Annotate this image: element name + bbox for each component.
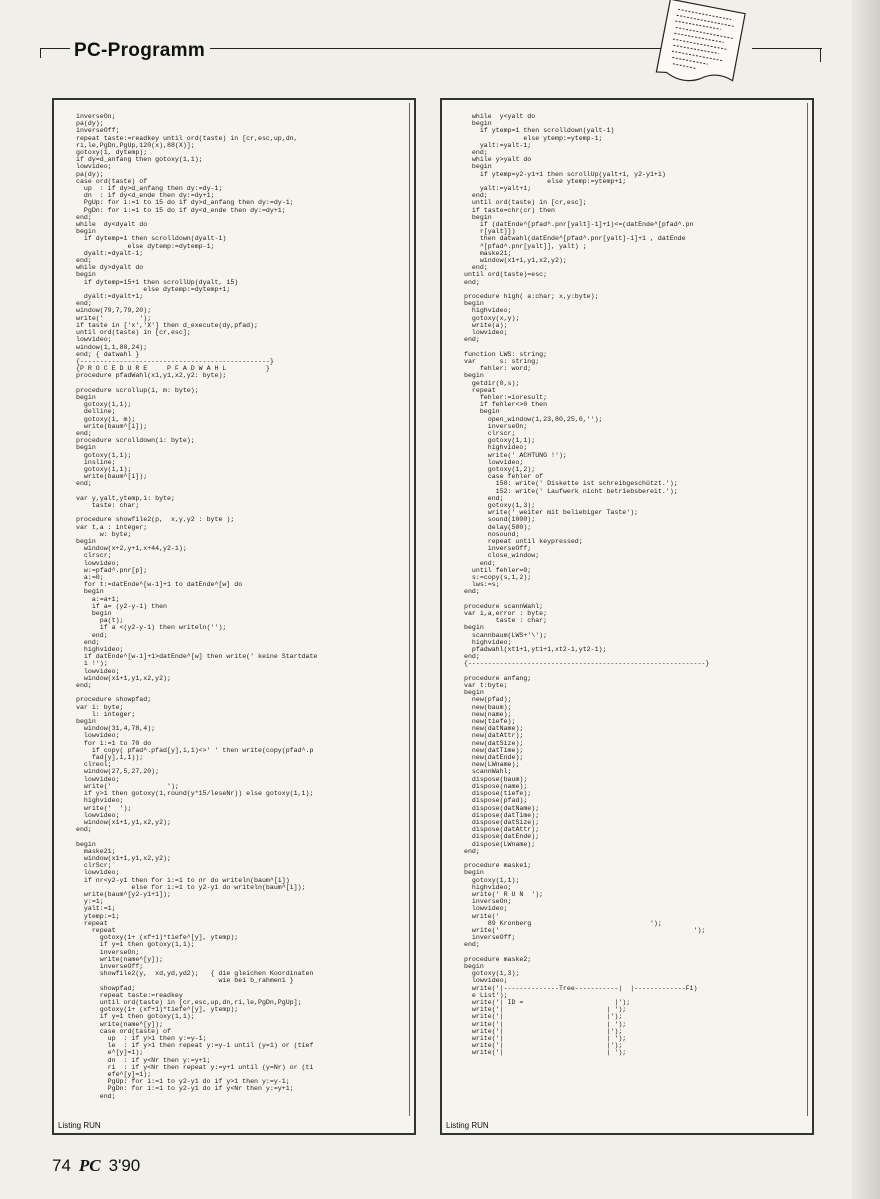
page-title: PC-Programm <box>74 40 206 61</box>
header-rule-left <box>40 48 70 49</box>
listing-column-right <box>440 98 814 1135</box>
listing-caption-left: Listing RUN <box>58 1121 101 1130</box>
header-rule-middle <box>210 48 688 49</box>
header-rule-right <box>752 48 822 49</box>
magazine-logo: PC <box>78 1156 101 1175</box>
paper-scroll-icon <box>643 0 759 101</box>
page-footer <box>52 1156 140 1176</box>
code-block-left: inverseOn; pa(dy); inverseOff; repeat taste:=readkey until ord(taste) in [cr,esc,up,dn, ri,le,PgDn,PgUp,120(x),88(X)]; gotoxy(1, dytemp); if dy=d_anfang then gotoxy(1,1); lowvideo; pa(dy); case ord(taste) of up : if dy>d_anfang then dy:=dy-1; dn : if dy<d_ende then dy:=dy+1; PgUp: for i:=1 to 15 do if dy>d_anfang then dy:=dy-1; PgDn: for i:=1 to 15 do if dy<d_ende then dy:=dy+1; end; while dy<dyalt do begin if dytemp=1 then scrolldown(dyalt-1) else dytemp:=dytemp-1; dyalt:=dyalt-1; end; while dy>dyalt do begin if dytemp=15+1 then scrollUp(dyalt, 15) else dytemp:=dytemp+1; dyalt:=dyalt+1; end; window(79,7,79,20); write(' '); if taste in ['x','X'] then d_execute(dy,pfad); until ord(taste) in [cr,esc]; lowvideo; window(1,1,80,24); end; { datwahl } {------------------------------------------------} {P R O C E D U R E P F A D W A H L } procedure pfadWahl(x1,y1,x2,y2: byte); procedure scrollup(i, m: byte); begin gotoxy(1,1); delline; gotoxy(1, m); write(baum^[i]); end; procedure scrolldown(i: byte); begin gotoxy(1,1); insline; gotoxy(1,1); write(baum^[i]); end; var y,yalt,ytemp,i: byte; taste: char; procedure showfile2(p, x,y,y2 : byte ); var t,a : integer; w: byte; begin window(x+2,y+1,x+44,y2-1); clrscr; lowvideo; w:=pfad^.pnr[p]; a:=0; for t:=datEnde^[w-1]+1 to datEnde^[w] do begin a:=a+1; if a= (y2-y-1) then begin pa(t); if a <(y2-y-1) then writeln(''); end; end; highvideo; if datEnde^[w-1]+1>datEnde^[w] then write(' keine Startdate i !'); lowvideo; window(x1+1,y1,x2,y2); end; procedure showpfad; var i: byte; l: integer; begin window(31,4,78,4); lowvideo; for i:=1 to 70 do if copy( pfad^.pfad[y],i,1)<>' ' then write(copy(pfad^.p fad[y],1,1)); clreol; window(27,5,27,20); lowvideo; write(' '); if y>1 then gotoxy(1,round(y*15/leseNr)) else gotoxy(1,1); highvideo; write(' '); lowvideo; window(x1+1,y1,x2,y2); end; begin maske21; window(x1+1,y1,x2,y2); clrScr; lowvideo; if nr<y2-y1 then for i:=1 to nr do writeln(baum^[i]) else for i:=1 to y2-y1 do writeln(baum^[i]); write(baum^[y2-y1+1]); y:=1; yalt:=1; ytemp:=1; repeat repeat gotoxy(1+ (xf+1)*tiefe^[y], ytemp); if y=1 then gotoxy(1,1); inverseOn; write(name^[y]); inverseOff; showfile2(y, xd,yd,yd2); { die gleichen Koordinaten wie bei b_rahmen1 } showpfad; repeat taste:=readkey until ord(taste) in [cr,esc,up,dn,ri,le,PgDn,PgUp]; gotoxy(1+ (xf+1)*tiefe^[y], ytemp); if y=1 then gotoxy(1,1); write(name^[y]); case ord(taste) of up : if y>1 then y:=y-1; le : if y>1 then repeat y:=y-1 until (y=1) or (tief e^[y]=1); dn : if y<Nr then y:=y+1; ri : if y<Nr then repeat y:=y+1 until (y=Nr) or (ti efe^[y]=1); PgUp: for i:=1 to y2-y1 do if y>1 then y:=y-1; PgDn: for i:=1 to y2-y1 do if y<Nr then y:=y+1; end; <box>76 113 318 1100</box>
page-number: 74 <box>52 1156 71 1175</box>
listing-column-left <box>52 98 416 1135</box>
listing-caption-right: Listing RUN <box>446 1121 489 1130</box>
page-edge-shadow <box>852 0 880 1199</box>
code-block-right: while y<yalt do begin if ytemp=1 then scrolldown(yalt-1) else ytemp:=ytemp-1; yalt:=yalt-1; end; while y>yalt do begin if ytemp=y2-y1+1 then scrollUp(yalt+1, y2-y1+1) else ytemp:=ytemp+1; yalt:=yalt+1; end; until ord(taste) in [cr,esc]; if taste=chr(cr) then begin if (datEnde^[pfad^.pnr[yalt]-1]+1)<=(datEnde^[pfad^.pn r[yalt]]) then datwahl(datEnde^[pfad^.pnr[yalt]-1]+1 , datEnde ^[pfad^.pnr[yalt]], yalt) ; maske21; window(x1+1,y1,x2,y2); end; until ord(taste)=esc; end; procedure high( a:char; x,y:byte); begin highvideo; gotoxy(x,y); write(a); lowvideo; end; function LWS: string; var s: string; fehler: word; begin getdir(0,s); repeat fehler:=ioresult; if fehler<>0 then begin open_window(1,23,80,25,0,''); inverseOn; clrscr; gotoxy(1,1); highvideo; write(' ACHTUNG !'); lowvideo; gotoxy(1,2); case fehler of 150: write(' Diskette ist schreibgeschützt.'); 152: write(' Laufwerk nicht betriebsbereit.'); end; gotoxy(1,3); write(' weiter mit beliebiger Taste'); sound(1000); delay(500); nosound; repeat until keypressed; inverseOff; close_window; end; until fehler=0; s:=copy(s,1,2); lws:=s; end; procedure scannWahl; var i,a,error : byte; taste : char; begin scannbaum(LWS+'\'); highvideo; pfadwahl(xt1+1,yt1+1,xt2-1,yt2-1); end; {------------------------------------------------------------} procedure anfang; var t:byte; begin new(pfad); new(baum); new(name); new(tiefe); new(datName); new(datAttr); new(datSize); new(datTime); new(datEnde); new(LWname); scannWahl; dispose(baum); dispose(name); dispose(tiefe); dispose(pfad); dispose(datName); dispose(datTime); dispose(datSize); dispose(datAttr); dispose(datEnde); dispose(LWname); end; procedure maske1; begin gotoxy(1,1); highvideo; write(' R U N '); inverseOn; lowvideo; write(' 89 Kronberg '); write(' '); inverseOff; end; procedure maske2; begin gotoxy(1,3); lowvideo; write('|--------------Tree-----------| |-------------F1) e List'); write('| ID = |'); write('| | '); write('| |'); write('| | '); write('| |'); write('| | '); write('| |'); write('| | '); <box>464 113 710 1057</box>
header-tick-right <box>820 48 821 62</box>
code-panel-left <box>58 103 410 1116</box>
code-panel-right <box>446 103 808 1116</box>
header-tick-left <box>40 48 41 58</box>
issue-date: 3'90 <box>108 1156 141 1175</box>
